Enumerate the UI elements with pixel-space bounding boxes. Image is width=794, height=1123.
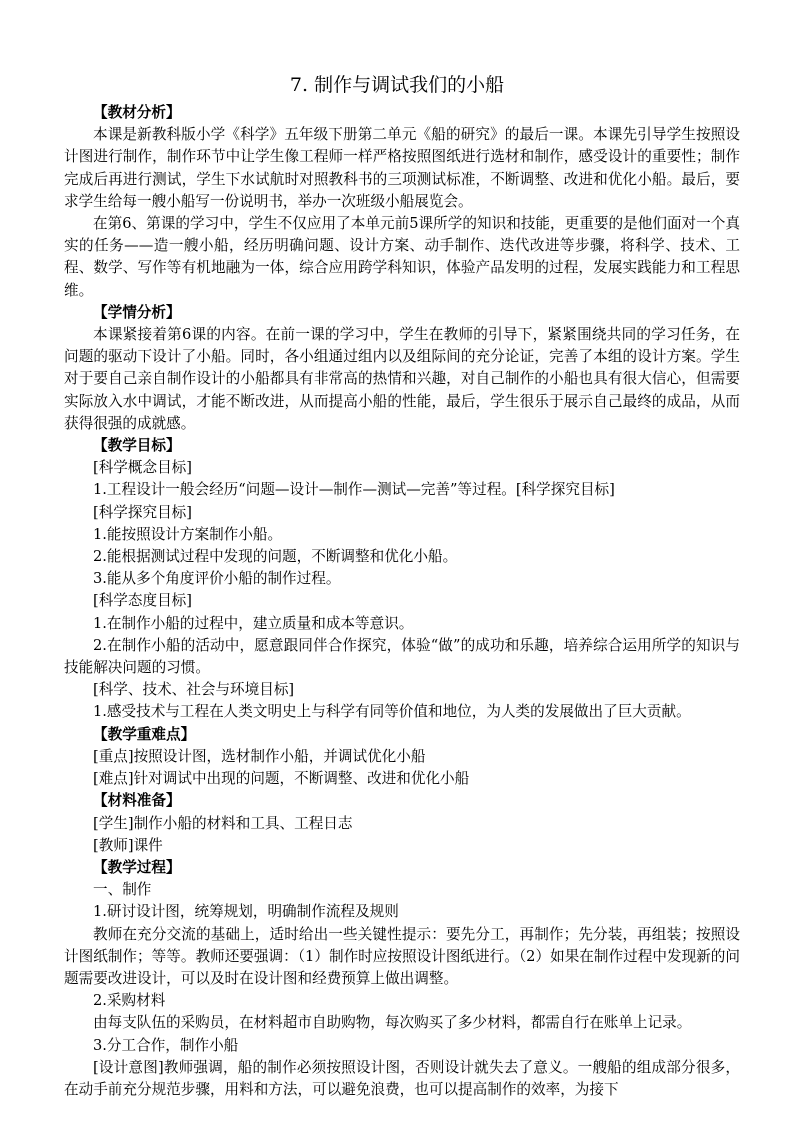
subheading: [科学探究目标] [93, 503, 192, 521]
subheading: 一、制作 [93, 881, 152, 899]
paragraph: 本课紧接着第6课的内容。在前一课的学习中，学生在教师的引导下，紧紧围绕共同的学习任务，在问题的驱动下设计了小船。同时，各小组通过组内以及组际间的充分论证，完善了本组的设计方案。学生对于要自己亲自制作设计的小船都具有非常高的热情和兴趣，对自己制作的小船也具有很大信心，但需要实际放入水中调试，才能不断改进，从而提高小船的性能，最后，学生很乐于展示自己最终的成品，从而获得很强的成就感。 [64, 326, 740, 432]
subheading: [科学、技术、社会与环境目标] [93, 681, 295, 699]
document-title: 7. 制作与调试我们的小船 [289, 74, 505, 96]
list-item: 1.在制作小船的过程中，建立质量和成本等意识。 [93, 614, 414, 632]
list-item: 1.能按照设计方案制作小船。 [93, 525, 283, 543]
list-item: [难点]针对调试中出现的问题，不断调整、改进和优化小船 [93, 770, 470, 788]
subheading: 3.分工合作，制作小船 [93, 1036, 239, 1054]
subheading: 1.研讨设计图，统筹规划，明确制作流程及规则 [93, 903, 399, 921]
paragraph: 在第6、第课的学习中，学生不仅应用了本单元前5课所学的知识和技能，更重要的是他们面对一个真实的任务——造一艘小船，经历明确问题、设计方案、动手制作、迭代改进等步骤，将科学、技术、工程、数学、写作等有机地融为一体，综合应用跨学科知识，体验产品发明的过程，发展实践能力和工程思维。 [64, 215, 740, 299]
section-heading-materials: 【材料准备】 [93, 792, 181, 810]
paragraph: 本课是新教科版小学《科学》五年级下册第二单元《船的研究》的最后一课。本课先引导学生按照设计图进行制作，制作环节中让学生像工程师一样严格按照图纸进行选材和制作，感受设计的重要性；制作完成后再进行测试，学生下水试航时对照教科书的三项测试标准，不断调整、改进和优化小船。最后，要求学生给每一艘小船写一份说明书，举办一次班级小船展览会。 [64, 126, 740, 210]
subheading: 2.采购材料 [93, 992, 166, 1010]
list-item: 1.感受技术与工程在人类文明史上与科学有同等价值和地位，为人类的发展做出了巨大贡献。 [93, 703, 691, 721]
section-heading-teaching-process: 【教学过程】 [93, 858, 181, 876]
subheading: [科学态度目标] [93, 592, 192, 610]
section-heading-learner-analysis: 【学情分析】 [93, 303, 181, 321]
list-item: [教师]课件 [93, 836, 163, 854]
section-heading-textbook-analysis: 【教材分析】 [93, 104, 181, 121]
paragraph: 教师在充分交流的基础上，适时给出一些关键性提示：要先分工，再制作；先分装，再组装；按照设计图纸制作；等等。教师还要强调：（1）制作时应按照设计图纸进行。（2）如果在制作过程中发现新的问题需要改进设计，可以及时在设计图和经费预算上做出调整。 [64, 925, 740, 987]
section-heading-teaching-objectives: 【教学目标】 [93, 437, 181, 455]
document-body [64, 102, 740, 1101]
list-item: [学生]制作小船的材料和工具、工程日志 [93, 814, 353, 832]
list-item: 2.在制作小船的活动中，愿意跟同伴合作探究，体验“做”的成功和乐趣，培养综合运用所学的知识与技能解决问题的习惯。 [64, 636, 740, 677]
list-item: 2.能根据测试过程中发现的问题，不断调整和优化小船。 [93, 548, 458, 566]
list-item: [重点]按照设计图，选材制作小船，并调试优化小船 [93, 747, 426, 765]
list-item: 3.能从多个角度评价小船的制作过程。 [93, 570, 341, 588]
list-item: 1.工程设计一般会经历“问题—设计—制作—测试—完善”等过程。[科学探究目标] [93, 481, 615, 499]
paragraph: 由每支队伍的采购员，在材料超市自助购物，每次购买了多少材料，都需自行在账单上记录。 [93, 1014, 692, 1032]
section-heading-key-difficulties: 【教学重难点】 [93, 725, 196, 743]
subheading: [科学概念目标] [93, 459, 192, 477]
paragraph: [设计意图]教师强调，船的制作必须按照设计图，否则设计就失去了意义。一艘船的组成部分很多，在动手前充分规范步骤，用料和方法，可以避免浪费，也可以提高制作的效率，为接下 [64, 1058, 740, 1098]
